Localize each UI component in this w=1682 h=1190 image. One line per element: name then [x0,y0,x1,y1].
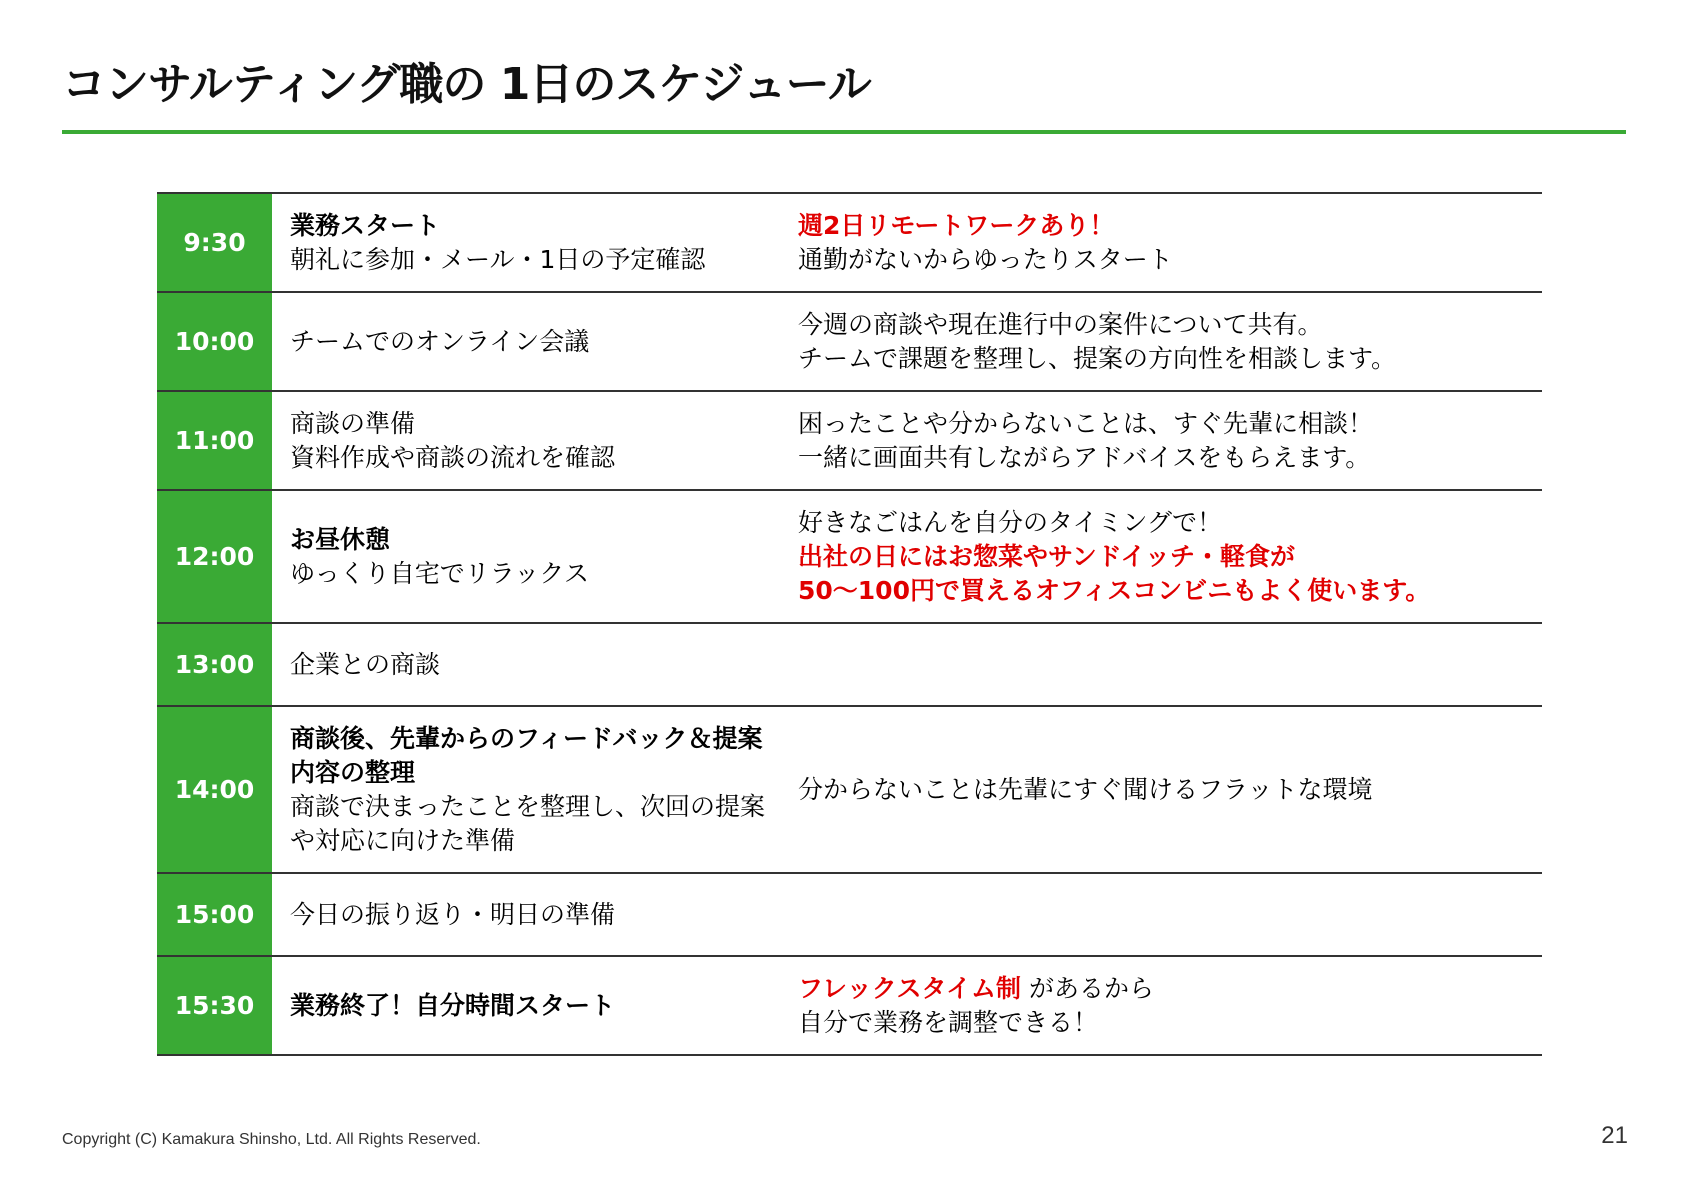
schedule-row [157,873,1542,956]
time-cell: 14:00 [157,706,272,873]
schedule-row [157,193,1542,292]
note-text: があるから [1021,973,1154,1003]
note-highlight: 出社の日にはお惣菜やサンドイッチ・軽食が [798,541,1296,571]
time-cell: 10:00 [157,292,272,391]
schedule-row [157,706,1542,873]
schedule-row [157,623,1542,706]
activity-cell [272,193,798,292]
activity-cell [272,391,798,490]
time-cell: 9:30 [157,193,272,292]
note-highlight: 週2日リモートワークあり！ [798,210,1115,240]
activity-heading: 商談後、先輩からのフィードバック＆提案内容の整理 [290,723,763,787]
time-cell: 15:00 [157,873,272,956]
schedule-row [157,490,1542,623]
note-text: 一緒に画面共有しながらアドバイスをもらえます。 [798,442,1371,472]
note-highlight: フレックスタイム制 [798,973,1022,1003]
activity-cell [272,956,798,1055]
activity-heading: お昼休憩 [290,524,391,554]
activity-cell [272,490,798,623]
activity-detail: ゆっくり自宅でリラックス [290,558,590,588]
activity-detail: チームでのオンライン会議 [290,326,590,356]
activity-cell [272,873,798,956]
note-cell [798,292,1542,391]
activity-detail: 資料作成や商談の流れを確認 [290,442,616,472]
time-cell: 15:30 [157,956,272,1055]
note-cell [798,490,1542,623]
note-cell [798,706,1542,873]
activity-cell [272,623,798,706]
note-text: 通勤がないからゆったりスタート [798,244,1173,274]
copyright-footer: Copyright (C) Kamakura Shinsho, Ltd. All Rights Reserved. [62,1131,481,1148]
schedule-row [157,292,1542,391]
activity-heading: 業務スタート [290,210,441,240]
note-text: チームで課題を整理し、提案の方向性を相談します。 [798,343,1397,373]
note-highlight: 50〜100円で買えるオフィスコンビニもよく使います。 [798,575,1431,605]
note-cell [798,623,1542,706]
note-cell [798,956,1542,1055]
activity-detail: 商談で決まったことを整理し、次回の提案や対応に向けた準備 [290,791,766,855]
time-cell: 12:00 [157,490,272,623]
note-text: 自分で業務を調整できる！ [798,1007,1099,1037]
activity-detail: 商談の準備 [290,408,416,438]
activity-cell [272,292,798,391]
note-cell [798,391,1542,490]
page-number: 21 [1601,1122,1628,1149]
schedule-row [157,956,1542,1055]
time-cell: 13:00 [157,623,272,706]
note-cell [798,193,1542,292]
title-divider [62,130,1626,134]
note-text: 好きなごはんを自分のタイミングで！ [798,507,1223,537]
activity-detail: 朝礼に参加・メール・1日の予定確認 [290,244,706,274]
activity-detail: 今日の振り返り・明日の準備 [290,899,616,929]
note-text: 今週の商談や現在進行中の案件について共有。 [798,309,1323,339]
note-text: 困ったことや分からないことは、すぐ先輩に相談！ [798,408,1374,438]
activity-heading: 業務終了！自分時間スタート [290,990,616,1020]
time-cell: 11:00 [157,391,272,490]
activity-detail: 企業との商談 [290,649,441,679]
schedule-row [157,391,1542,490]
note-text: 分からないことは先輩にすぐ聞けるフラットな環境 [798,774,1373,804]
schedule-table [157,192,1542,1056]
activity-cell [272,706,798,873]
note-cell [798,873,1542,956]
page-title: コンサルティング職の 1日のスケジュール [62,59,871,110]
